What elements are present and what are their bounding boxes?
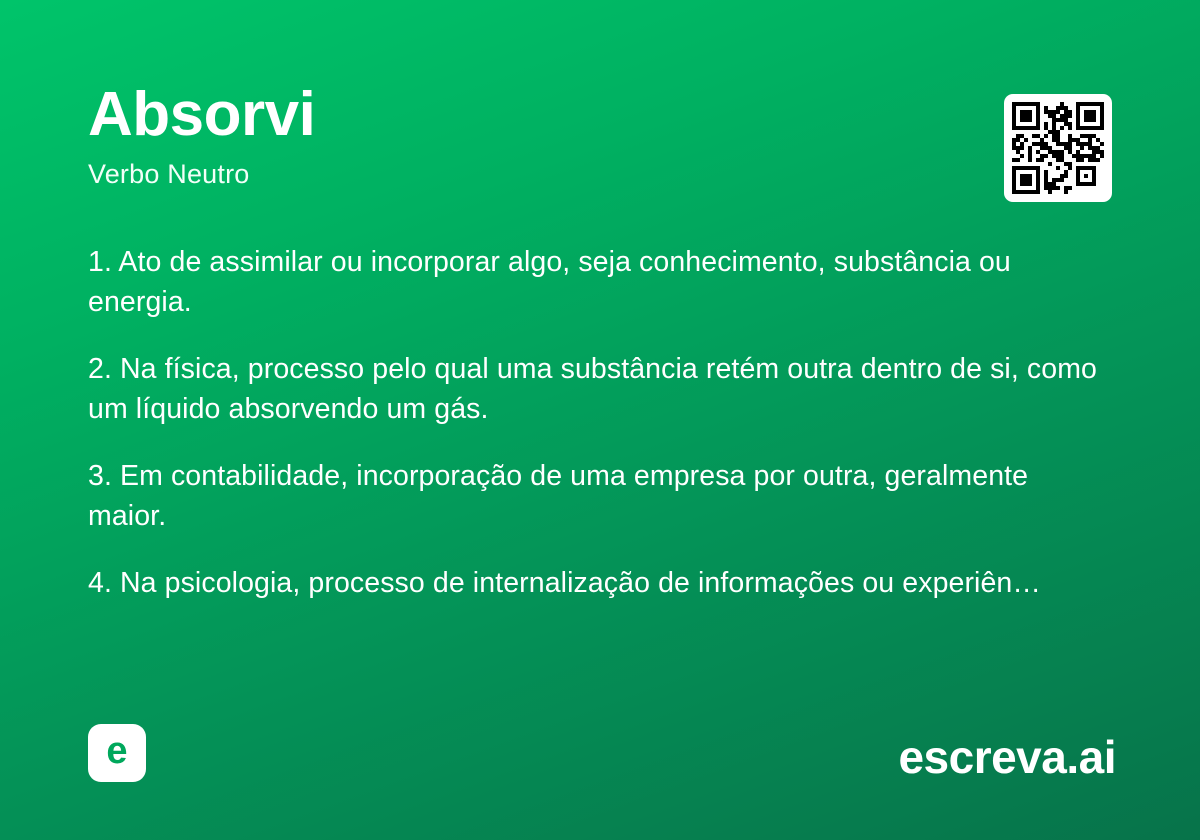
part-of-speech-label: Verbo Neutro xyxy=(88,159,250,190)
list-item: 1. Ato de assimilar ou incorporar algo, seja conhecimento, substância ou energia. xyxy=(88,246,1011,319)
page-title: Absorvi xyxy=(88,80,316,149)
qr-code-icon[interactable] xyxy=(1004,94,1112,202)
list-item: 4. Na psicologia, processo de internalização de informações ou experiên… xyxy=(88,566,1041,599)
logo-letter: e xyxy=(106,730,128,772)
qr-code-image xyxy=(1012,102,1104,194)
definitions-list xyxy=(88,242,1098,603)
brand-logo-mark xyxy=(88,724,146,782)
list-item: 2. Na física, processo pelo qual uma substância retém outra dentro de si, como um líquido absorvendo um gás. xyxy=(88,352,1097,426)
brand-wordmark: escreva.ai xyxy=(898,731,1116,783)
list-item: 3. Em contabilidade, incorporação de uma empresa por outra, geralmente maior. xyxy=(88,459,1029,533)
card-header xyxy=(88,82,1112,190)
